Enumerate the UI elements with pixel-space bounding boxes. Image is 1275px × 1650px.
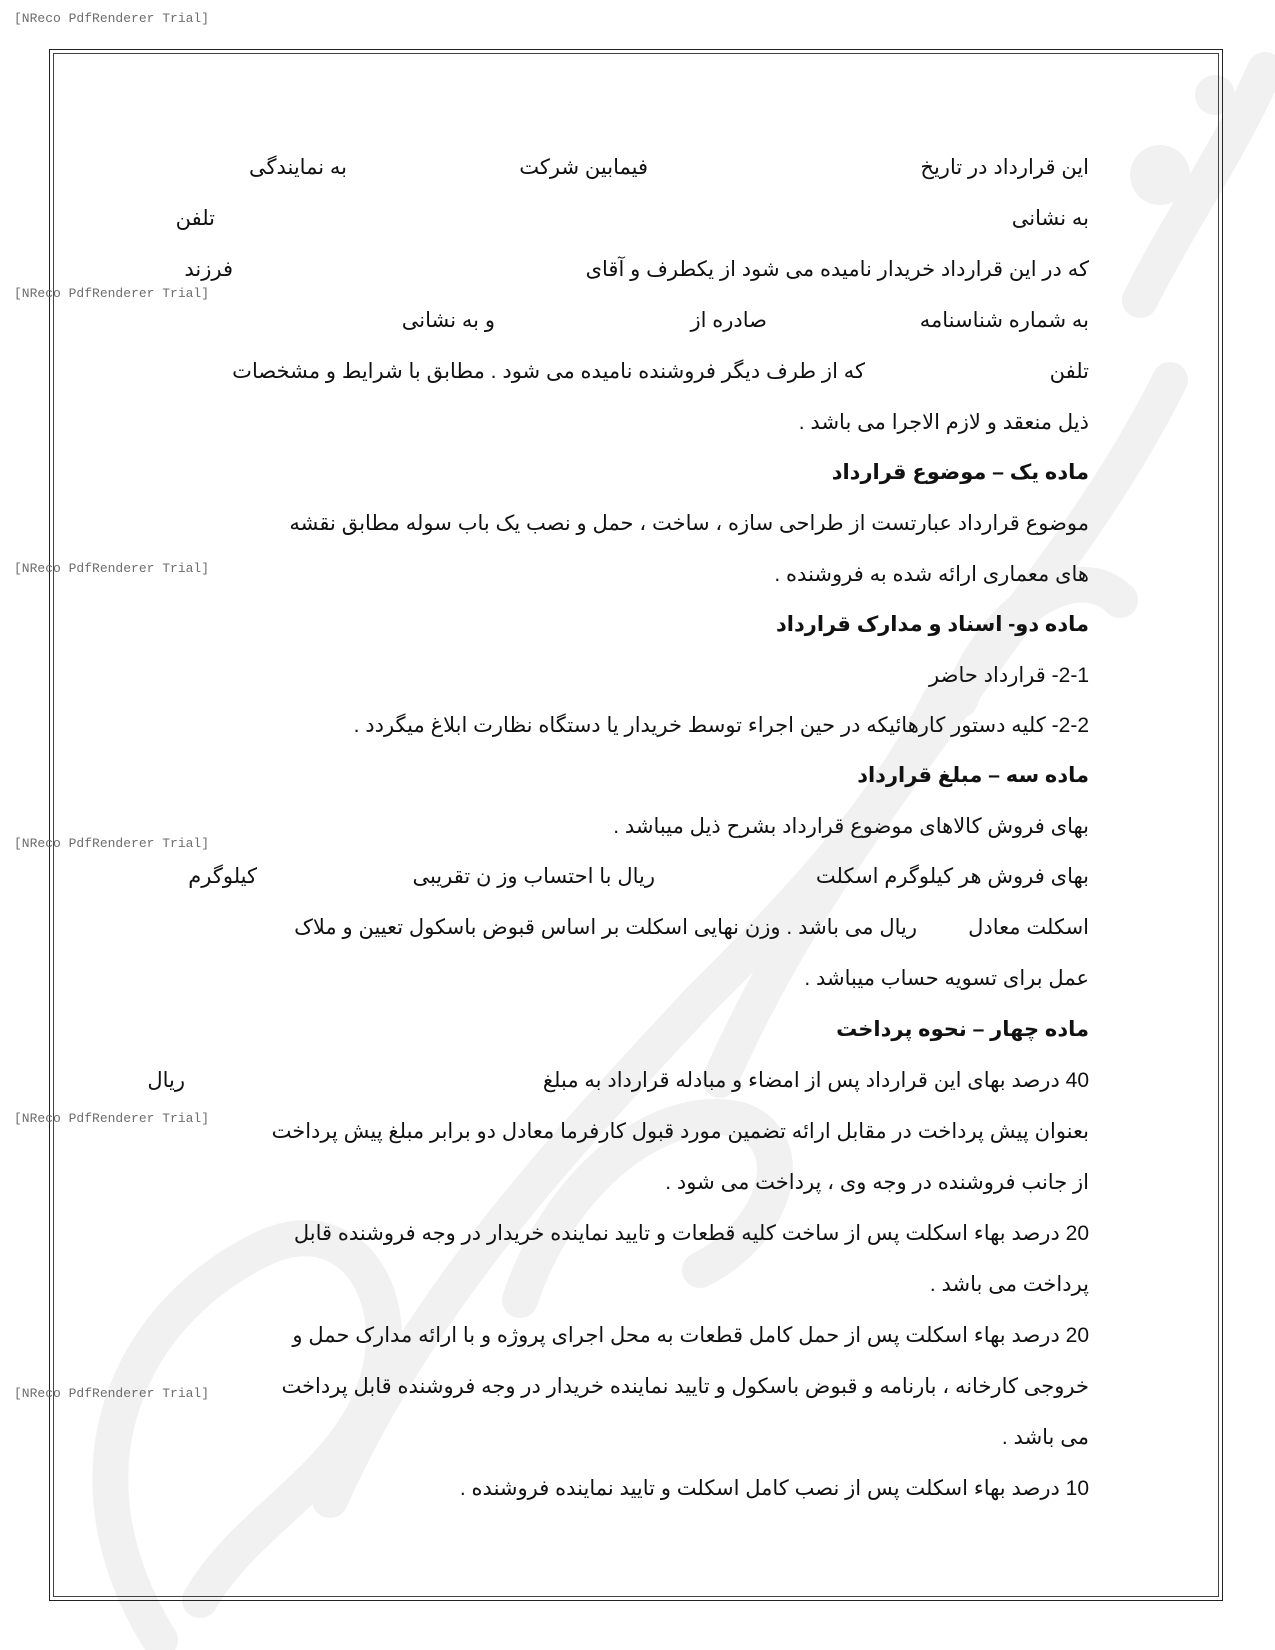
text-line: 20 درصد بهاء اسکلت پس از حمل کامل قطعات به محل اجرای پروژه و با ارائه مدارک حمل و [292, 1324, 1089, 1347]
text-line: 2-1- قرارداد حاضر [929, 664, 1089, 687]
article-heading: ماده سه – مبلغ قرارداد [857, 764, 1089, 787]
text-line: 10 درصد بهاء اسکلت پس از نصب کامل اسکلت و تایید نماینده فروشنده . [459, 1477, 1089, 1500]
text-line: 40 درصد بهای این قرارداد پس از امضاء و مبادله قرارداد به مبلغ [542, 1069, 1089, 1092]
text-line: بعنوان پیش پرداخت در مقابل ارائه تضمین مورد قبول کارفرما معادل دو برابر مبلغ پیش پرداخت [271, 1120, 1089, 1143]
trial-label: [NReco PdfRenderer Trial] [14, 286, 210, 301]
text-line: از جانب فروشنده در وجه وی ، پرداخت می شود . [665, 1171, 1089, 1194]
text-line: کیلوگرم [188, 865, 257, 888]
article-heading: ماده چهار – نحوه پرداخت [836, 1018, 1089, 1041]
text-line: موضوع قرارداد عبارتست از طراحی سازه ، ساخت ، حمل و نصب یک باب سوله مطابق نقشه [289, 512, 1089, 535]
trial-label: [NReco PdfRenderer Trial] [14, 836, 210, 851]
text-line: عمل برای تسویه حساب میباشد . [804, 967, 1089, 990]
text-line: صادره از [690, 309, 767, 332]
article-heading: ماده دو- اسناد و مدارک قرارداد [776, 613, 1089, 636]
text-line: اسکلت معادل [968, 916, 1089, 939]
trial-label: [NReco PdfRenderer Trial] [14, 1386, 210, 1401]
text-line: 2-2- کلیه دستور کارهائیکه در حین اجراء توسط خریدار یا دستگاه نظارت ابلاغ میگردد . [353, 714, 1089, 737]
text-line: ذیل منعقد و لازم الاجرا می باشد . [798, 411, 1089, 434]
text-line: به نمایندگی [248, 156, 347, 179]
text-line: ریال [147, 1069, 185, 1092]
text-line: تلفن [175, 207, 215, 230]
text-line: این قرارداد در تاریخ [920, 156, 1089, 179]
text-line: 20 درصد بهاء اسکلت پس از ساخت کلیه قطعات و تایید نماینده خریدار در وجه فروشنده قابل [293, 1222, 1089, 1245]
text-line: تلفن [1049, 360, 1089, 383]
text-line: خروجی کارخانه ، بارنامه و قبوض باسکول و تایید نماینده خریدار در وجه فروشنده قابل پرداخت [281, 1375, 1089, 1398]
text-line: به نشانی [1011, 207, 1089, 230]
text-line: فیمابین شرکت [519, 156, 648, 179]
text-line: بهای فروش کالاهای موضوع قرارداد بشرح ذیل میباشد . [613, 815, 1089, 838]
text-line: می باشد . [1001, 1426, 1089, 1449]
trial-label: [NReco PdfRenderer Trial] [14, 11, 210, 26]
text-line: های معماری ارائه شده به فروشنده . [774, 563, 1089, 586]
text-line: به شماره شناسنامه [919, 309, 1089, 332]
trial-label: [NReco PdfRenderer Trial] [14, 561, 210, 576]
text-line: که در این قرارداد خریدار نامیده می شود از یکطرف و آقای [585, 258, 1089, 281]
text-line: که از طرف دیگر فروشنده نامیده می شود . مطابق با شرایط و مشخصات [232, 360, 865, 383]
text-line: فرزند [184, 258, 233, 281]
text-line: ریال با احتساب وز ن تقریبی [412, 865, 655, 888]
text-line: و به نشانی [401, 309, 495, 332]
article-heading: ماده یک – موضوع قرارداد [831, 461, 1089, 484]
text-line: پرداخت می باشد . [929, 1273, 1089, 1296]
trial-label: [NReco PdfRenderer Trial] [14, 1111, 210, 1126]
text-line: بهای فروش هر کیلوگرم اسکلت [815, 865, 1089, 888]
text-line: ریال می باشد . وزن نهایی اسکلت بر اساس قبوض باسکول تعیین و ملاک [294, 916, 917, 939]
